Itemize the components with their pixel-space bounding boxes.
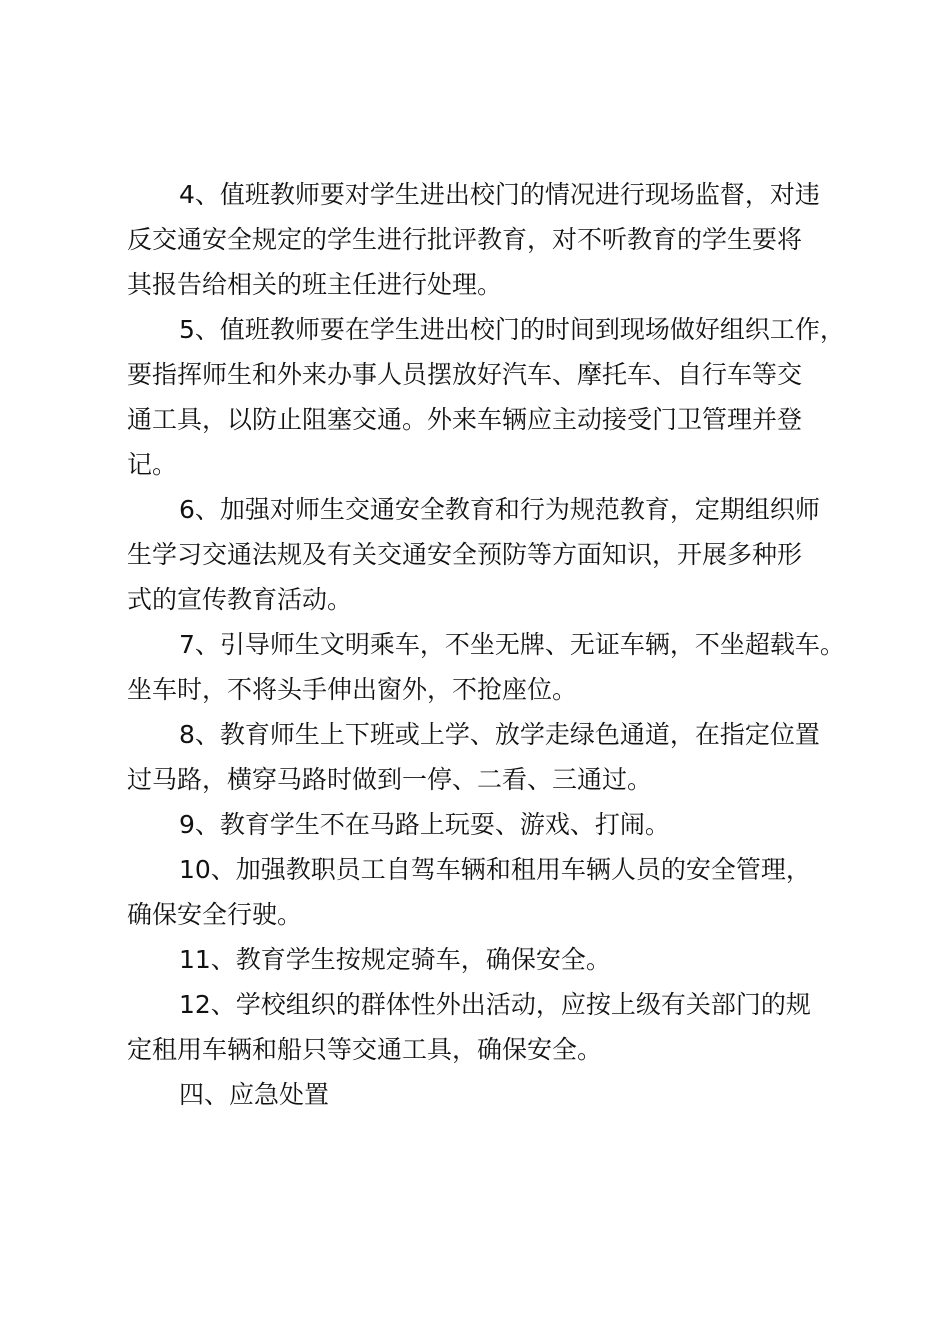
- text-line: 要指挥师生和外来办事人员摆放好汽车、摩托车、自行车等交: [127, 360, 803, 389]
- paragraph-item-9: [127, 802, 857, 847]
- text-line: 生学习交通法规及有关交通安全预防等方面知识，开展多种形: [127, 540, 803, 569]
- text-line: 6、加强对师生交通安全教育和行为规范教育，定期组织师: [179, 495, 820, 524]
- paragraph-item-7: [127, 622, 857, 712]
- paragraph-item-8: [127, 712, 857, 802]
- text-line: 过马路，横穿马路时做到一停、二看、三通过。: [127, 765, 653, 794]
- text-line: 10、加强教职员工自驾车辆和租用车辆人员的安全管理，: [179, 855, 811, 884]
- text-line: 反交通安全规定的学生进行批评教育，对不听教育的学生要将: [127, 225, 803, 254]
- text-line: 式的宣传教育活动。: [127, 585, 353, 614]
- paragraph-item-12: [127, 982, 857, 1072]
- text-line: 11、教育学生按规定骑车，确保安全。: [179, 945, 611, 974]
- text-line: 定租用车辆和船只等交通工具，确保安全。: [127, 1035, 603, 1064]
- text-line: 5、值班教师要在学生进出校门的时间到现场做好组织工作，: [179, 315, 845, 344]
- text-line: 12、学校组织的群体性外出活动，应按上级有关部门的规: [179, 990, 811, 1019]
- section-heading-text: 四、应急处置: [179, 1080, 330, 1109]
- text-line: 7、引导师生文明乘车，不坐无牌、无证车辆，不坐超载车。: [179, 630, 845, 659]
- text-line: 其报告给相关的班主任进行处理。: [127, 270, 503, 299]
- paragraph-item-10: [127, 847, 857, 937]
- text-line: 坐车时，不将头手伸出窗外，不抢座位。: [127, 675, 578, 704]
- text-line: 确保安全行驶。: [127, 900, 303, 929]
- text-line: 记。: [127, 450, 178, 479]
- section-heading: [127, 1072, 857, 1117]
- document-body: [127, 172, 857, 1117]
- text-line: 8、教育师生上下班或上学、放学走绿色通道，在指定位置: [179, 720, 820, 749]
- paragraph-item-6: [127, 487, 857, 622]
- paragraph-item-4: [127, 172, 857, 307]
- text-line: 9、教育学生不在马路上玩耍、游戏、打闹。: [179, 810, 670, 839]
- paragraph-item-11: [127, 937, 857, 982]
- text-line: 通工具，以防止阻塞交通。外来车辆应主动接受门卫管理并登: [127, 405, 803, 434]
- text-line: 4、值班教师要对学生进出校门的情况进行现场监督，对违: [179, 180, 820, 209]
- paragraph-item-5: [127, 307, 857, 487]
